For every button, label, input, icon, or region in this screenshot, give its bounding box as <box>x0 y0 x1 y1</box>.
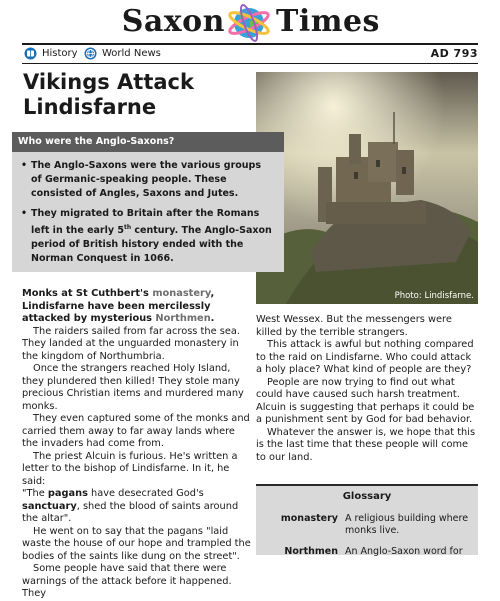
glossary-box <box>256 484 478 555</box>
glossary-term-monastery[interactable]: monastery <box>152 288 211 299</box>
term-sanctuary: sanctuary <box>22 500 77 512</box>
nav-world-news-label: World News <box>102 48 161 59</box>
headline-line-1: Vikings Attack <box>23 70 194 94</box>
nav-world-news-link[interactable] <box>84 47 161 60</box>
issue-date: AD 793 <box>430 47 478 60</box>
infobox-heading: Who were the Anglo-Saxons? <box>12 132 284 152</box>
alcuin-quote <box>22 488 252 526</box>
body-paragraph: Some people have said that there were warnings of the attack before it happened. They <box>22 563 232 599</box>
glossary-definition: An Anglo-Saxon word for <box>345 546 463 557</box>
body-paragraph: Once the strangers reached Holy Island, they plundered then killed! They stole many precious Christian items and murdered many monks. <box>22 363 244 412</box>
body-paragraph: This attack is awful but nothing compared to the raid on Lindisfarne. Who could attack a holy place? What kind of people are they? <box>256 339 474 375</box>
globe-icon <box>226 3 272 43</box>
body-paragraph: The priest Alcuin is furious. He's written a letter to the bishop of Lindisfarne. In it, he said: <box>22 450 238 487</box>
masthead <box>0 0 500 44</box>
lead-text-a: Monks at St Cuthbert's <box>22 288 153 299</box>
infobox-bullet <box>21 159 274 201</box>
infobox-list <box>12 152 284 266</box>
history-icon <box>24 47 37 60</box>
nav-history-label: History <box>42 48 78 59</box>
glossary-definition: A religious building where monks live. <box>345 513 469 536</box>
infobox-bullet <box>21 207 274 266</box>
castle-illustration <box>256 72 478 304</box>
quote-text-a: "The <box>22 488 48 499</box>
infobox-bullet-2-text-b: century. The Anglo-Saxon period of British history ended with the Norman Conquest in 1066. <box>31 225 272 265</box>
body-paragraph: They even captured some of the monks and carried them away to far away lands where the invaders had come from. <box>22 413 250 449</box>
lead-paragraph <box>22 288 252 326</box>
glossary-term-northmen[interactable]: Northmen <box>155 313 211 324</box>
masthead-title-left: Saxon <box>121 4 225 39</box>
article-body-left <box>22 288 252 601</box>
infobox-bullet-2-text-a: They migrated to Britain after the Romans left in the early 5 <box>31 208 260 237</box>
body-paragraph: People are now trying to find out what could have caused such harsh treatment. Alcuin is suggesting that perhaps it could be a punishment sent by God for bad behavior. <box>256 376 475 425</box>
quote-text-b: have desecrated God's <box>87 488 204 499</box>
body-paragraph: The raiders sailed from far across the sea. They landed at the unguarded monastery in the kingdom of Northumbria. <box>22 325 240 362</box>
ordinal-suffix: th <box>123 224 132 231</box>
body-paragraph: He went on to say that the pagans "laid waste the house of our hope and trampled the bodies of the saints like dung on the street". <box>22 525 251 562</box>
glossary-term: monastery <box>280 513 338 524</box>
quote-text-c: , shed the blood of saints around the altar". <box>22 500 239 524</box>
lindisfarne-photo <box>256 72 478 304</box>
lead-text-c: . <box>210 313 215 324</box>
world-news-icon <box>84 47 97 60</box>
body-paragraph: Whatever the answer is, we hope that this is the last time that these people will come to our land. <box>256 426 476 463</box>
headline-line-2: Lindisfarne <box>23 95 157 119</box>
anglo-saxons-infobox <box>12 132 284 272</box>
glossary-title: Glossary <box>342 491 392 502</box>
article-body-right <box>256 314 480 464</box>
lead-text-b: , Lindisfarne have been mercilessly attacked by mysterious <box>22 288 215 324</box>
nav-history-link[interactable] <box>24 47 78 60</box>
infobox-bullet-1-text: The Anglo-Saxons were the various groups of Germanic-speaking people. These consisted of Angles, Saxons and Jutes. <box>31 160 262 199</box>
photo-caption: Photo: Lindisfarne. <box>394 291 474 301</box>
masthead-title-right: Times <box>276 4 380 39</box>
glossary-term: Northmen <box>284 546 338 557</box>
term-pagans: pagans <box>47 488 88 499</box>
article-headline <box>23 70 253 120</box>
section-nav <box>22 43 478 64</box>
body-paragraph: West Wessex. But the messengers were killed by the terrible strangers. <box>256 314 452 338</box>
